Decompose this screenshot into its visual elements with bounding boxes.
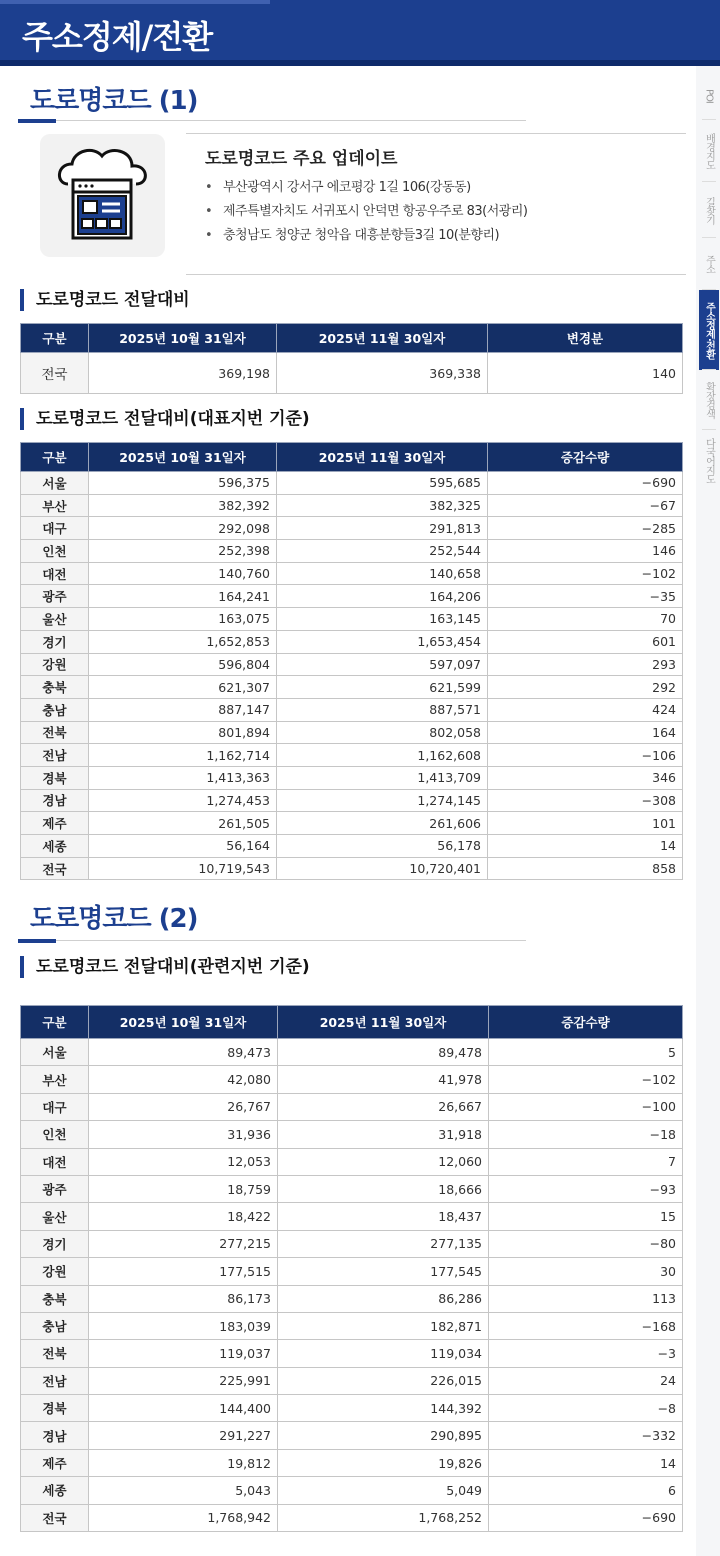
value-cell: 15 bbox=[489, 1203, 683, 1230]
value-cell: 1,768,252 bbox=[278, 1504, 489, 1531]
table2 bbox=[20, 442, 683, 880]
value-cell: 183,039 bbox=[89, 1312, 278, 1339]
value-cell: 292 bbox=[488, 676, 683, 699]
region-cell: 제주 bbox=[21, 1449, 89, 1476]
value-cell: −690 bbox=[488, 472, 683, 495]
header-cell: 증감수량 bbox=[488, 443, 683, 472]
section-title-1: 도로명코드 (1) bbox=[30, 86, 198, 116]
value-cell: 887,571 bbox=[277, 698, 488, 721]
header-cell: 구분 bbox=[21, 443, 89, 472]
value-cell: 119,034 bbox=[278, 1340, 489, 1367]
section-divider bbox=[18, 940, 526, 941]
region-cell: 경남 bbox=[21, 1422, 89, 1449]
table-row bbox=[21, 585, 683, 608]
table-row bbox=[21, 766, 683, 789]
region-cell: 광주 bbox=[21, 585, 89, 608]
value-cell: 101 bbox=[488, 812, 683, 835]
side-nav-item[interactable]: 확장검색 bbox=[703, 382, 715, 418]
table-row bbox=[21, 1477, 683, 1504]
header-cell: 2025년 10월 31일자 bbox=[89, 443, 277, 472]
value-cell: 291,813 bbox=[277, 517, 488, 540]
side-nav-item[interactable]: 주소정제·전환 bbox=[699, 290, 719, 370]
header-cell: 증감수량 bbox=[489, 1006, 683, 1039]
value-cell: 424 bbox=[488, 698, 683, 721]
value-cell: −35 bbox=[488, 585, 683, 608]
value-cell: 887,147 bbox=[89, 698, 277, 721]
value-cell: −690 bbox=[489, 1504, 683, 1531]
value-cell: 277,135 bbox=[278, 1230, 489, 1257]
table-row bbox=[21, 698, 683, 721]
header-cell: 2025년 11월 30일자 bbox=[277, 324, 488, 353]
region-cell: 전북 bbox=[21, 721, 89, 744]
value-cell: 146 bbox=[488, 540, 683, 563]
update-bottom-line bbox=[186, 274, 686, 275]
table-row bbox=[21, 1066, 683, 1093]
value-cell: 163,145 bbox=[277, 608, 488, 631]
region-cell: 충북 bbox=[21, 1285, 89, 1312]
region-cell: 경기 bbox=[21, 1230, 89, 1257]
value-cell: 291,227 bbox=[89, 1422, 278, 1449]
table-row bbox=[21, 353, 683, 394]
header-cell: 2025년 10월 31일자 bbox=[89, 324, 277, 353]
value-cell: 10,720,401 bbox=[277, 857, 488, 880]
value-cell: 18,666 bbox=[278, 1175, 489, 1202]
header-cell: 2025년 10월 31일자 bbox=[89, 1006, 278, 1039]
value-cell: −308 bbox=[488, 789, 683, 812]
value-cell: 7 bbox=[489, 1148, 683, 1175]
value-cell: 596,804 bbox=[89, 653, 277, 676]
side-nav-item[interactable]: POI bbox=[703, 89, 715, 103]
value-cell: 42,080 bbox=[89, 1066, 278, 1093]
value-cell: 19,826 bbox=[278, 1449, 489, 1476]
region-cell: 전남 bbox=[21, 1367, 89, 1394]
table-row bbox=[21, 1449, 683, 1476]
region-cell: 전남 bbox=[21, 744, 89, 767]
table-row bbox=[21, 1285, 683, 1312]
value-cell: 177,545 bbox=[278, 1258, 489, 1285]
region-cell: 광주 bbox=[21, 1175, 89, 1202]
table-row bbox=[21, 1121, 683, 1148]
value-cell: −168 bbox=[489, 1312, 683, 1339]
value-cell: 14 bbox=[488, 835, 683, 858]
value-cell: 18,422 bbox=[89, 1203, 278, 1230]
table-row bbox=[21, 1039, 683, 1066]
value-cell: 41,978 bbox=[278, 1066, 489, 1093]
table3 bbox=[20, 1005, 683, 1532]
header-cell: 2025년 11월 30일자 bbox=[278, 1006, 489, 1039]
table-row bbox=[21, 1175, 683, 1202]
section-accent bbox=[18, 939, 56, 943]
region-cell: 제주 bbox=[21, 812, 89, 835]
side-nav-item[interactable]: 다국어지도 bbox=[703, 437, 715, 483]
side-nav-item[interactable]: 배경지도 bbox=[703, 133, 715, 169]
table-row bbox=[21, 653, 683, 676]
region-cell: 인천 bbox=[21, 540, 89, 563]
value-cell: 177,515 bbox=[89, 1258, 278, 1285]
side-nav-item[interactable]: 주소 bbox=[703, 255, 715, 273]
value-cell: 24 bbox=[489, 1367, 683, 1394]
table-row bbox=[21, 676, 683, 699]
page-title: 주소정제/전환 bbox=[22, 18, 213, 56]
table-row bbox=[21, 1230, 683, 1257]
table-row bbox=[21, 835, 683, 858]
value-cell: 261,606 bbox=[277, 812, 488, 835]
value-cell: 89,473 bbox=[89, 1039, 278, 1066]
update-title: 도로명코드 주요 업데이트 bbox=[205, 149, 398, 169]
value-cell: 10,719,543 bbox=[89, 857, 277, 880]
value-cell: 164,206 bbox=[277, 585, 488, 608]
table-row bbox=[21, 789, 683, 812]
header-cell: 2025년 11월 30일자 bbox=[277, 443, 488, 472]
value-cell: 252,398 bbox=[89, 540, 277, 563]
table-row bbox=[21, 857, 683, 880]
region-cell: 전국 bbox=[21, 353, 89, 394]
value-cell: −102 bbox=[489, 1066, 683, 1093]
region-cell: 울산 bbox=[21, 1203, 89, 1230]
value-cell: 56,164 bbox=[89, 835, 277, 858]
value-cell: 5,049 bbox=[278, 1477, 489, 1504]
value-cell: 163,075 bbox=[89, 608, 277, 631]
table-row bbox=[21, 540, 683, 563]
value-cell: 858 bbox=[488, 857, 683, 880]
value-cell: 89,478 bbox=[278, 1039, 489, 1066]
header-cell: 변경분 bbox=[488, 324, 683, 353]
value-cell: 369,338 bbox=[277, 353, 488, 394]
table-row bbox=[21, 1203, 683, 1230]
table-row bbox=[21, 562, 683, 585]
value-cell: 70 bbox=[488, 608, 683, 631]
table3-title: 도로명코드 전달대비(관련지번 기준) bbox=[20, 956, 310, 978]
value-cell: 30 bbox=[489, 1258, 683, 1285]
region-cell: 서울 bbox=[21, 472, 89, 495]
value-cell: 382,392 bbox=[89, 494, 277, 517]
table1 bbox=[20, 323, 683, 394]
value-cell: 801,894 bbox=[89, 721, 277, 744]
value-cell: 1,274,145 bbox=[277, 789, 488, 812]
region-cell: 대구 bbox=[21, 517, 89, 540]
value-cell: 621,307 bbox=[89, 676, 277, 699]
update-item: • 부산광역시 강서구 에코평강 1길 106(강동동) bbox=[205, 176, 528, 200]
side-nav-item[interactable]: 길찾기 bbox=[703, 196, 715, 224]
value-cell: 12,060 bbox=[278, 1148, 489, 1175]
value-cell: 1,413,363 bbox=[89, 766, 277, 789]
value-cell: −106 bbox=[488, 744, 683, 767]
value-cell: 86,286 bbox=[278, 1285, 489, 1312]
value-cell: 164 bbox=[488, 721, 683, 744]
region-cell: 경북 bbox=[21, 766, 89, 789]
region-cell: 충남 bbox=[21, 698, 89, 721]
value-cell: 5 bbox=[489, 1039, 683, 1066]
region-cell: 경기 bbox=[21, 630, 89, 653]
value-cell: 1,162,608 bbox=[277, 744, 488, 767]
update-list bbox=[205, 176, 528, 248]
value-cell: 226,015 bbox=[278, 1367, 489, 1394]
header-cell: 구분 bbox=[21, 324, 89, 353]
value-cell: −80 bbox=[489, 1230, 683, 1257]
value-cell: 144,392 bbox=[278, 1395, 489, 1422]
region-cell: 인천 bbox=[21, 1121, 89, 1148]
section-divider bbox=[18, 120, 526, 121]
region-cell: 대구 bbox=[21, 1093, 89, 1120]
main-content bbox=[0, 66, 696, 1556]
value-cell: 595,685 bbox=[277, 472, 488, 495]
region-cell: 강원 bbox=[21, 653, 89, 676]
value-cell: 1,652,853 bbox=[89, 630, 277, 653]
value-cell: 140 bbox=[488, 353, 683, 394]
region-cell: 서울 bbox=[21, 1039, 89, 1066]
region-cell: 대전 bbox=[21, 562, 89, 585]
value-cell: 56,178 bbox=[277, 835, 488, 858]
header-strip bbox=[0, 0, 270, 4]
value-cell: 290,895 bbox=[278, 1422, 489, 1449]
table2-title: 도로명코드 전달대비(대표지번 기준) bbox=[20, 408, 310, 430]
value-cell: 1,274,453 bbox=[89, 789, 277, 812]
value-cell: −102 bbox=[488, 562, 683, 585]
value-cell: 1,413,709 bbox=[277, 766, 488, 789]
value-cell: 1,653,454 bbox=[277, 630, 488, 653]
value-cell: 6 bbox=[489, 1477, 683, 1504]
value-cell: 802,058 bbox=[277, 721, 488, 744]
value-cell: 292,098 bbox=[89, 517, 277, 540]
region-cell: 대전 bbox=[21, 1148, 89, 1175]
value-cell: 182,871 bbox=[278, 1312, 489, 1339]
value-cell: 596,375 bbox=[89, 472, 277, 495]
table-row bbox=[21, 1367, 683, 1394]
table-row bbox=[21, 1395, 683, 1422]
value-cell: 113 bbox=[489, 1285, 683, 1312]
table-row bbox=[21, 744, 683, 767]
region-cell: 충남 bbox=[21, 1312, 89, 1339]
region-cell: 충북 bbox=[21, 676, 89, 699]
table-row bbox=[21, 1504, 683, 1531]
value-cell: 18,759 bbox=[89, 1175, 278, 1202]
value-cell: 86,173 bbox=[89, 1285, 278, 1312]
region-cell: 부산 bbox=[21, 494, 89, 517]
value-cell: 140,658 bbox=[277, 562, 488, 585]
section-accent bbox=[18, 119, 56, 123]
region-cell: 세종 bbox=[21, 1477, 89, 1504]
region-cell: 강원 bbox=[21, 1258, 89, 1285]
value-cell: 140,760 bbox=[89, 562, 277, 585]
update-item: • 제주특별자치도 서귀포시 안덕면 항공우주로 83(서광리) bbox=[205, 200, 528, 224]
value-cell: 601 bbox=[488, 630, 683, 653]
section-title-2: 도로명코드 (2) bbox=[30, 904, 198, 934]
region-cell: 울산 bbox=[21, 608, 89, 631]
value-cell: 31,918 bbox=[278, 1121, 489, 1148]
region-cell: 세종 bbox=[21, 835, 89, 858]
value-cell: 293 bbox=[488, 653, 683, 676]
value-cell: 164,241 bbox=[89, 585, 277, 608]
value-cell: 18,437 bbox=[278, 1203, 489, 1230]
value-cell: 277,215 bbox=[89, 1230, 278, 1257]
value-cell: 261,505 bbox=[89, 812, 277, 835]
value-cell: 225,991 bbox=[89, 1367, 278, 1394]
value-cell: 12,053 bbox=[89, 1148, 278, 1175]
value-cell: −285 bbox=[488, 517, 683, 540]
side-nav bbox=[699, 72, 720, 497]
value-cell: 597,097 bbox=[277, 653, 488, 676]
cloud-server-icon bbox=[40, 134, 165, 257]
value-cell: 621,599 bbox=[277, 676, 488, 699]
value-cell: −100 bbox=[489, 1093, 683, 1120]
value-cell: 346 bbox=[488, 766, 683, 789]
value-cell: −67 bbox=[488, 494, 683, 517]
table1-title: 도로명코드 전달대비 bbox=[20, 289, 190, 311]
table-row bbox=[21, 494, 683, 517]
value-cell: −8 bbox=[489, 1395, 683, 1422]
table-row bbox=[21, 1093, 683, 1120]
region-cell: 전북 bbox=[21, 1340, 89, 1367]
value-cell: 19,812 bbox=[89, 1449, 278, 1476]
region-cell: 전국 bbox=[21, 1504, 89, 1531]
page-header bbox=[0, 0, 720, 66]
value-cell: 382,325 bbox=[277, 494, 488, 517]
region-cell: 전국 bbox=[21, 857, 89, 880]
value-cell: −332 bbox=[489, 1422, 683, 1449]
table-row bbox=[21, 608, 683, 631]
value-cell: 119,037 bbox=[89, 1340, 278, 1367]
region-cell: 경북 bbox=[21, 1395, 89, 1422]
table-row bbox=[21, 1422, 683, 1449]
value-cell: −18 bbox=[489, 1121, 683, 1148]
value-cell: 31,936 bbox=[89, 1121, 278, 1148]
update-item: • 충청남도 청양군 청악읍 대흥분향들3길 10(분향리) bbox=[205, 224, 528, 248]
value-cell: 252,544 bbox=[277, 540, 488, 563]
value-cell: −93 bbox=[489, 1175, 683, 1202]
value-cell: −3 bbox=[489, 1340, 683, 1367]
region-cell: 경남 bbox=[21, 789, 89, 812]
table-row bbox=[21, 1148, 683, 1175]
value-cell: 5,043 bbox=[89, 1477, 278, 1504]
update-top-line bbox=[186, 133, 686, 134]
value-cell: 1,768,942 bbox=[89, 1504, 278, 1531]
value-cell: 144,400 bbox=[89, 1395, 278, 1422]
region-cell: 부산 bbox=[21, 1066, 89, 1093]
value-cell: 369,198 bbox=[89, 353, 277, 394]
value-cell: 26,767 bbox=[89, 1093, 278, 1120]
value-cell: 14 bbox=[489, 1449, 683, 1476]
table-row bbox=[21, 517, 683, 540]
table-row bbox=[21, 630, 683, 653]
table-row bbox=[21, 1258, 683, 1285]
table-row bbox=[21, 721, 683, 744]
header-cell: 구분 bbox=[21, 1006, 89, 1039]
table-row bbox=[21, 1312, 683, 1339]
table-row bbox=[21, 472, 683, 495]
table-row bbox=[21, 812, 683, 835]
value-cell: 26,667 bbox=[278, 1093, 489, 1120]
value-cell: 1,162,714 bbox=[89, 744, 277, 767]
table-row bbox=[21, 1340, 683, 1367]
